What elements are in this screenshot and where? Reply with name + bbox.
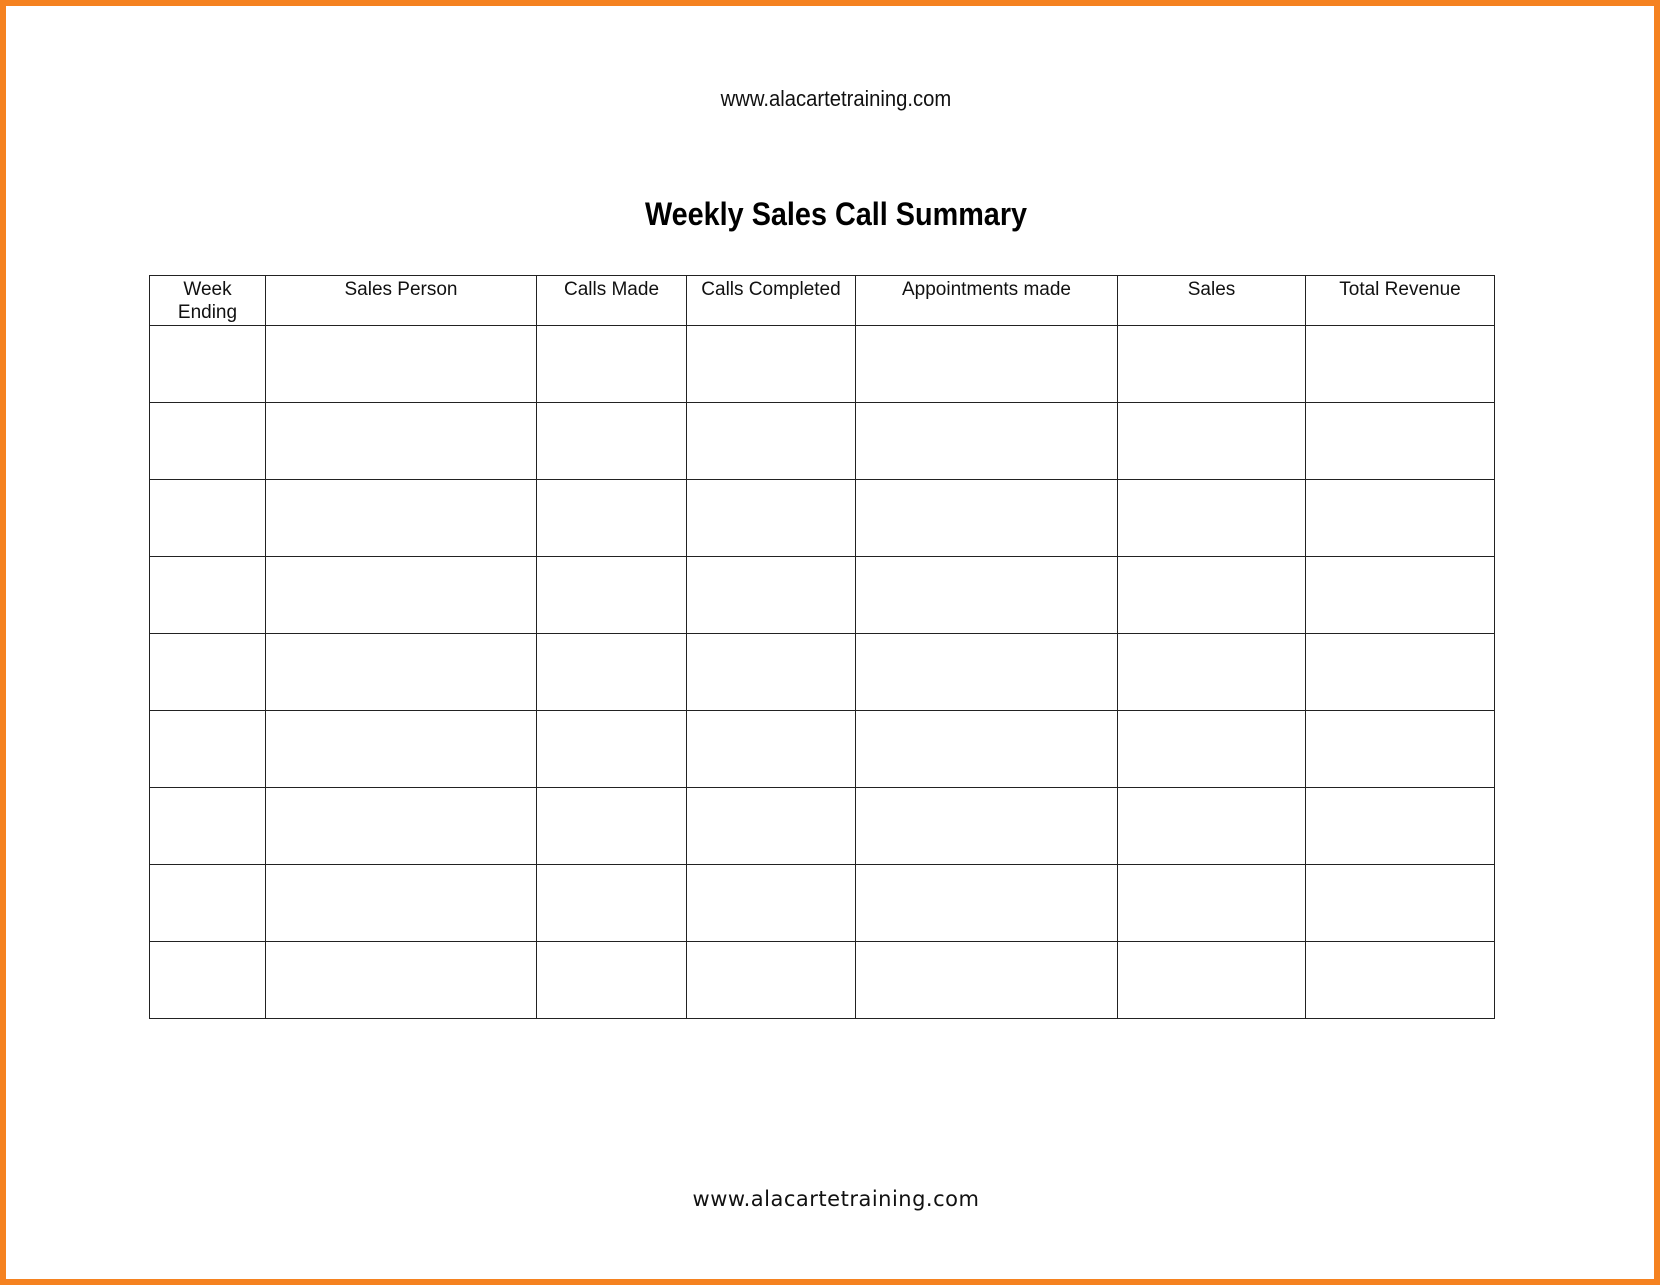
table-cell[interactable] xyxy=(1306,788,1495,865)
table-row xyxy=(150,634,1495,711)
table-cell[interactable] xyxy=(537,788,687,865)
table-cell[interactable] xyxy=(1118,634,1306,711)
table-cell[interactable] xyxy=(266,942,537,1019)
table-cell[interactable] xyxy=(537,403,687,480)
table-cell[interactable] xyxy=(1118,788,1306,865)
column-header-week-ending: Week Ending xyxy=(150,276,266,326)
table-cell[interactable] xyxy=(150,557,266,634)
table-cell[interactable] xyxy=(687,942,856,1019)
table-cell[interactable] xyxy=(856,557,1118,634)
table-header-row xyxy=(150,276,1495,326)
table-cell[interactable] xyxy=(1306,480,1495,557)
column-header-sales: Sales xyxy=(1118,276,1306,326)
table-cell[interactable] xyxy=(1118,480,1306,557)
table-cell[interactable] xyxy=(150,480,266,557)
footer-url: www.alacartetraining.com xyxy=(692,1187,980,1211)
column-header-appointments-made: Appointments made xyxy=(856,276,1118,326)
table-cell[interactable] xyxy=(150,865,266,942)
table-cell[interactable] xyxy=(537,711,687,788)
table-cell[interactable] xyxy=(150,788,266,865)
table-cell[interactable] xyxy=(1306,557,1495,634)
table-cell[interactable] xyxy=(1118,711,1306,788)
page-title: Weekly Sales Call Summary xyxy=(644,196,1028,232)
table-row xyxy=(150,403,1495,480)
table-cell[interactable] xyxy=(1306,326,1495,403)
table-cell[interactable] xyxy=(856,942,1118,1019)
table-cell[interactable] xyxy=(150,403,266,480)
table-cell[interactable] xyxy=(856,711,1118,788)
table-row xyxy=(150,557,1495,634)
table-cell[interactable] xyxy=(537,557,687,634)
header-url: www.alacartetraining.com xyxy=(720,86,952,111)
table-cell[interactable] xyxy=(856,865,1118,942)
table-cell[interactable] xyxy=(856,480,1118,557)
table-cell[interactable] xyxy=(1118,942,1306,1019)
table-row xyxy=(150,788,1495,865)
column-header-calls-made: Calls Made xyxy=(537,276,687,326)
table-cell[interactable] xyxy=(687,865,856,942)
table-cell[interactable] xyxy=(856,403,1118,480)
table-cell[interactable] xyxy=(1118,403,1306,480)
table-cell[interactable] xyxy=(150,711,266,788)
table-row xyxy=(150,711,1495,788)
table-cell[interactable] xyxy=(150,942,266,1019)
table-cell[interactable] xyxy=(1306,865,1495,942)
table-cell[interactable] xyxy=(1306,403,1495,480)
table-cell[interactable] xyxy=(1118,557,1306,634)
table-cell[interactable] xyxy=(537,480,687,557)
table-cell[interactable] xyxy=(856,788,1118,865)
table-body xyxy=(150,326,1495,1019)
table-cell[interactable] xyxy=(687,711,856,788)
table-cell[interactable] xyxy=(856,634,1118,711)
column-header-total-revenue: Total Revenue xyxy=(1306,276,1495,326)
table-cell[interactable] xyxy=(687,326,856,403)
table-cell[interactable] xyxy=(687,557,856,634)
table-cell[interactable] xyxy=(266,634,537,711)
table-cell[interactable] xyxy=(150,326,266,403)
table-cell[interactable] xyxy=(266,326,537,403)
table-cell[interactable] xyxy=(266,557,537,634)
table-cell[interactable] xyxy=(266,403,537,480)
table-cell[interactable] xyxy=(266,711,537,788)
table-cell[interactable] xyxy=(1306,634,1495,711)
table-cell[interactable] xyxy=(537,634,687,711)
table-cell[interactable] xyxy=(856,326,1118,403)
table-row xyxy=(150,480,1495,557)
table-row xyxy=(150,942,1495,1019)
table-cell[interactable] xyxy=(537,865,687,942)
table-cell[interactable] xyxy=(687,403,856,480)
summary-table xyxy=(149,275,1495,1019)
column-header-calls-completed: Calls Completed xyxy=(687,276,856,326)
table-cell[interactable] xyxy=(266,865,537,942)
table-cell[interactable] xyxy=(1306,942,1495,1019)
table-cell[interactable] xyxy=(150,634,266,711)
table-cell[interactable] xyxy=(266,788,537,865)
table-cell[interactable] xyxy=(1118,865,1306,942)
table-cell[interactable] xyxy=(266,480,537,557)
table-cell[interactable] xyxy=(537,942,687,1019)
table-cell[interactable] xyxy=(687,788,856,865)
table-cell[interactable] xyxy=(537,326,687,403)
table-row xyxy=(150,326,1495,403)
table-cell[interactable] xyxy=(687,634,856,711)
table-row xyxy=(150,865,1495,942)
column-header-sales-person: Sales Person xyxy=(266,276,537,326)
table-cell[interactable] xyxy=(1306,711,1495,788)
table-cell[interactable] xyxy=(687,480,856,557)
table-cell[interactable] xyxy=(1118,326,1306,403)
